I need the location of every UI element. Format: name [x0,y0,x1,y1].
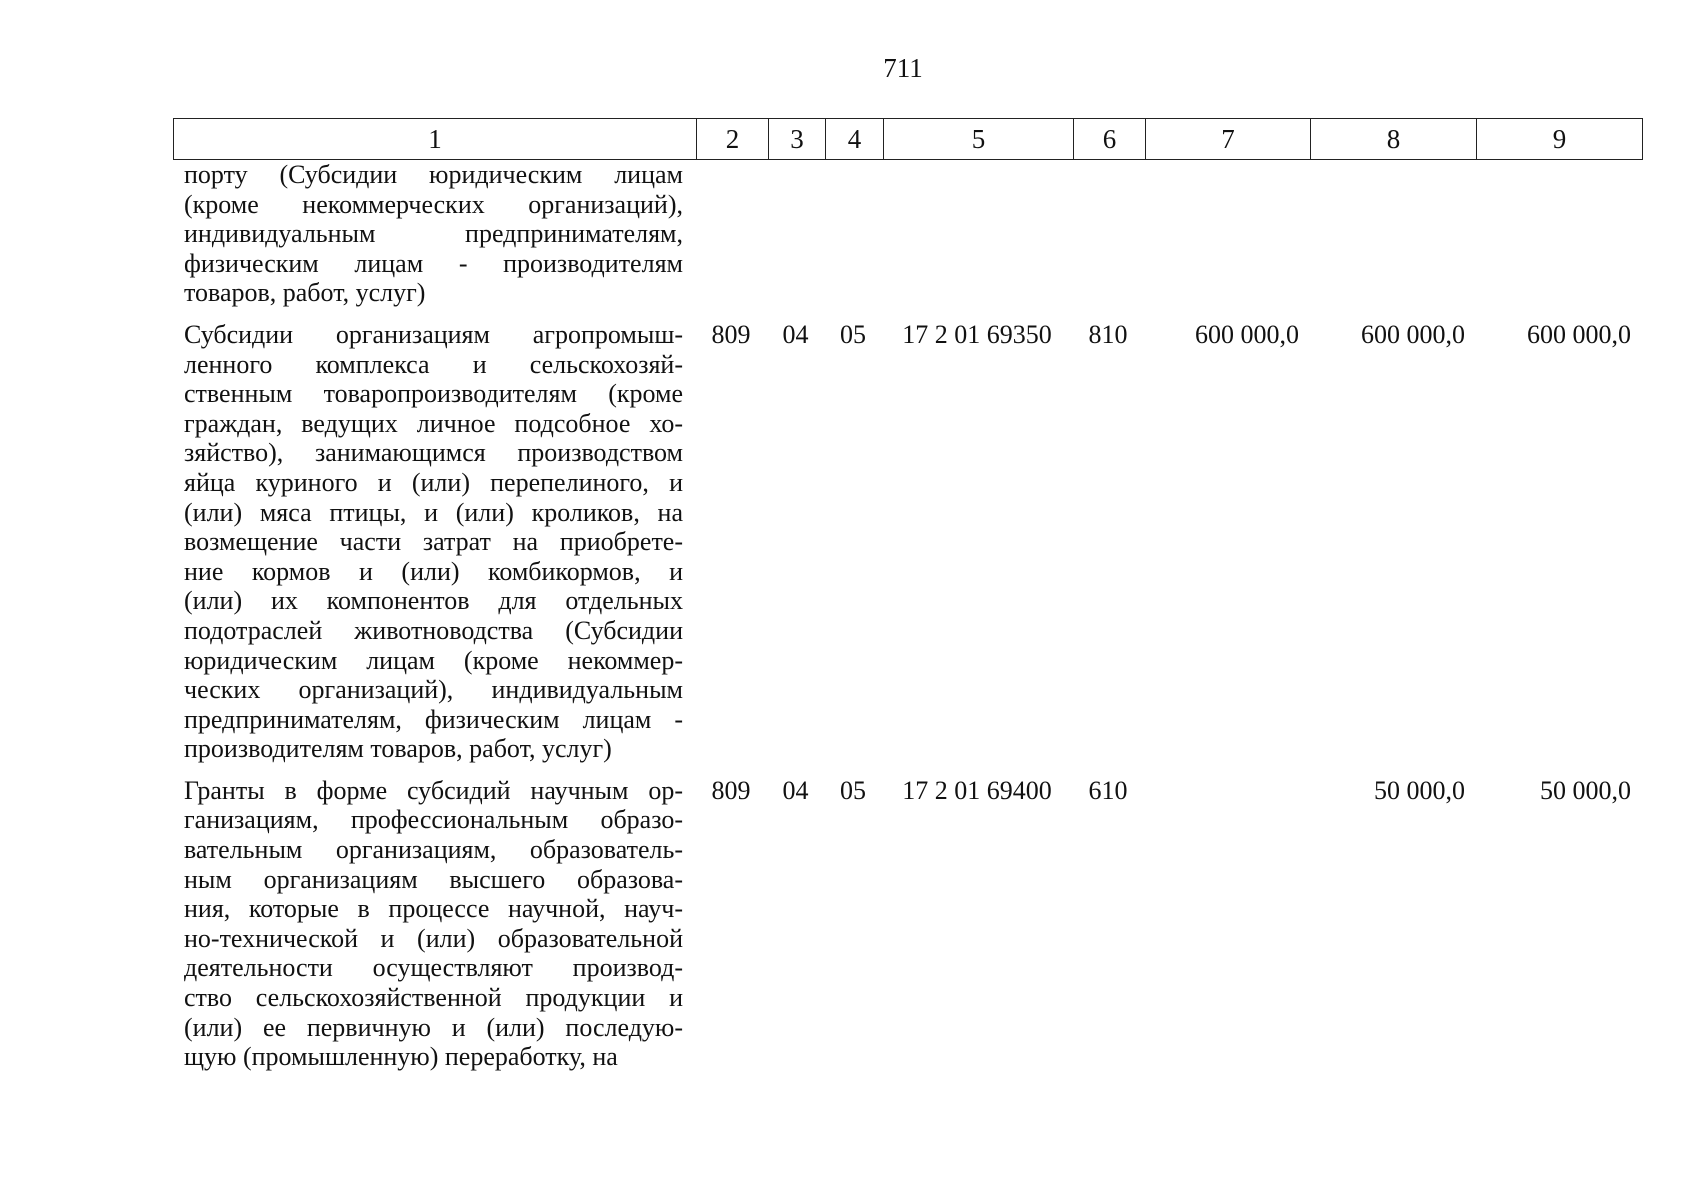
row-col-9: 50 000,0 [1540,775,1631,805]
table-body [173,160,1641,1084]
row-col-2: 809 [711,319,751,349]
header-col-3: 3 [768,119,825,159]
table-row [173,776,1641,1072]
row-col-7 [1144,776,1309,1072]
header-col-9: 9 [1476,119,1642,159]
row-col-8 [1309,160,1475,308]
row-col-7 [1144,160,1309,308]
description-line: товаров, работ, услуг) [184,278,426,308]
description-line: но-технической и (или) образовательной [184,923,683,953]
table-row [173,320,1641,764]
description-line: ственным товаропроизводителям (кроме [184,379,683,409]
header-col-5: 5 [883,119,1073,159]
description-line: деятельности осуществляют производ- [184,953,683,983]
description-line: ческих организаций), индивидуальным [184,675,683,705]
row-col-6: 610 [1088,775,1128,805]
row-col-2: 809 [711,775,751,805]
row-col-7: 600 000,0 [1195,319,1299,349]
description-line: вательным организациям, образователь- [184,835,683,865]
description-line: подотраслей животноводства (Субсидии [184,615,683,645]
description-line: (или) их компонентов для отдельных [184,586,683,616]
header-col-1: 1 [428,124,442,154]
header-col-7: 7 [1145,119,1310,159]
row-description [173,320,695,764]
description-line: производителям товаров, работ, услуг) [184,734,612,764]
description-line: физическим лицам - производителям [184,248,683,278]
description-line: зяйство), занимающимся производством [184,438,683,468]
description-line: (или) ее первичную и (или) последую- [184,1012,683,1042]
row-col-9 [1475,160,1641,308]
row-description [173,776,695,1072]
header-col-4: 4 [825,119,883,159]
row-col-6 [1072,160,1144,308]
description-line: Субсидии организациям агропромыш- [184,319,683,349]
description-line: возмещение части затрат на приобрете- [184,527,683,557]
row-description [173,160,695,308]
description-line: щую (промышленную) переработку, на [184,1042,618,1072]
row-col-3: 04 [782,319,809,349]
description-line: граждан, ведущих личное подсобное хо- [184,408,683,438]
description-line: яйца куриного и (или) перепелиного, и [184,467,683,497]
description-line: юридическим лицам (кроме некоммер- [184,645,683,675]
row-col-5 [882,160,1072,308]
row-col-8: 50 000,0 [1374,775,1465,805]
header-col-6: 6 [1073,119,1145,159]
row-col-4 [824,160,882,308]
row-col-5: 17 2 01 69400 [902,775,1052,805]
row-col-3 [767,160,824,308]
description-line: ство сельскохозяйственной продукции и [184,983,683,1013]
row-col-6: 810 [1088,319,1128,349]
row-col-9: 600 000,0 [1527,319,1631,349]
row-col-5: 17 2 01 69350 [902,319,1052,349]
header-col-2: 2 [696,119,768,159]
table-header [173,118,1643,160]
description-line: (кроме некоммерческих организаций), [184,189,683,219]
description-line: ленного комплекса и сельскохозяй- [184,349,683,379]
description-line: ным организациям высшего образова- [184,864,683,894]
description-line: порту (Субсидии юридическим лицам [184,160,683,189]
description-line: Гранты в форме субсидий научным ор- [184,775,683,805]
page-number: 711 [883,53,923,83]
row-col-4: 05 [840,775,866,805]
row-col-4: 05 [840,319,866,349]
table-row [173,160,1641,308]
row-col-8: 600 000,0 [1361,319,1465,349]
description-line: индивидуальным предпринимателям, [184,219,683,249]
description-line: ния, которые в процессе научной, науч- [184,894,683,924]
header-col-8: 8 [1310,119,1476,159]
row-col-3: 04 [782,775,809,805]
description-line: (или) мяса птицы, и (или) кроликов, на [184,497,683,527]
description-line: ганизациям, профессиональным образо- [184,805,683,835]
description-line: предпринимателям, физическим лицам - [184,704,683,734]
description-line: ние кормов и (или) комбикормов, и [184,556,683,586]
row-col-2 [695,160,767,308]
